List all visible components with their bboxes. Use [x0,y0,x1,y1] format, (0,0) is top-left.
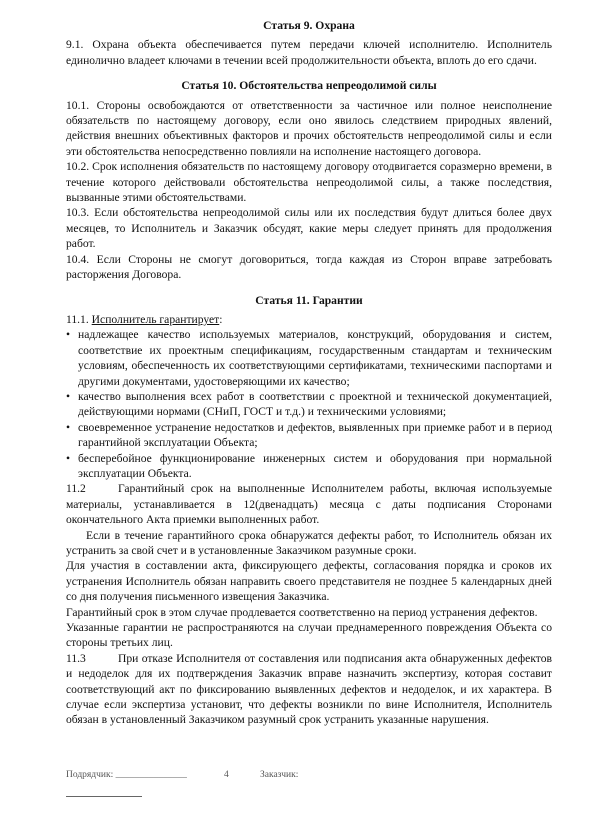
article-9-title: Статья 9. Охрана [263,19,355,32]
bullet-mark: • [66,420,71,434]
clause-10-4: 10.4. Если Стороны не смогут договориться, тогда каждая из Сторон вправе затребовать расторжения Договора. [66,252,552,282]
footer-rule [66,796,142,797]
clause-number: 11.3 [66,651,86,665]
colon: : [219,312,223,326]
document-page [66,18,552,728]
bullet-text: бесперебойное функционирование инженерных систем и оборудования при нормальной эксплуатации Объекта. [78,451,552,480]
clause-10-2: 10.2. Срок исполнения обязательств по настоящему договору отодвигается соразмерно времени, в течение которого действовали обстоятельства непреодолимой силы, а также последствия, вызванные этими обстоятельствами. [66,160,552,205]
paragraph-act: Для участия в составлении акта, фиксирующего дефекты, согласования порядка и сроков их устранения Исполнитель обязан направить своего представителя не позднее 5 календарных дней со дня получения письменного извещения Заказчика. [66,559,552,604]
bullet-item [66,327,552,389]
bullet-mark: • [66,451,71,465]
clause-11-3 [66,651,552,728]
bullet-mark: • [66,389,71,403]
article-10-title: Статья 10. Обстоятельства непреодолимой силы [181,79,437,93]
bullet-text: своевременное устранение недостатков и дефектов, выявленных при приемке работ и в период гарантийной эксплуатации Объекта; [78,420,552,450]
clause-text: Гарантийный срок на выполненные Исполнителем работы, включая используемые материалы, устанавливается в 12(двенадцать) месяца с даты подписания Сторонами окончательного Акта приемки выполненных работ. [66,482,552,527]
bullet-text: качество выполнения всех работ в соответствии с проектной и технической документацией, действующими нормами (СНиП, ГОСТ и т.д.) и техническими условиями; [78,389,552,419]
bullet-mark: • [66,328,71,342]
paragraph-defects: Если в течение гарантийного срока обнаружатся дефекты работ, то Исполнитель обязан их устранить за свой счет и в установленные Заказчиком разумные сроки. [66,528,552,557]
clause-number: 11.1. [66,312,89,326]
bullet-item [66,389,552,420]
contractor-signature: Подрядчик: _______________ [66,770,187,780]
bullet-text: надлежащее качество используемых материалов, конструкций, оборудования и систем, соответствие их проектным спецификациям, государственным стандартам и техническим условиям, обеспеченность их соответствующими сертификатами, техническими паспортами и другими документами, удостоверяющими их качество; [78,328,552,388]
clause-number: 11.2 [66,482,86,496]
clause-11-1 [66,312,552,327]
clause-9-1: 9.1. Охрана объекта обеспечивается путем передачи ключей исполнителю. Исполнитель единолично владеет ключами в течении всей продолжительности объекта, вплоть до его сдачи. [66,38,552,67]
paragraph-extension: Гарантийный срок в этом случае продлевается соответственно на период устранения дефектов. [66,605,538,619]
article-11-title: Статья 11. Гарантии [255,293,363,307]
bullet-item [66,451,552,482]
underlined-label: Исполнитель гарантирует [91,312,220,326]
clause-10-3: 10.3. Если обстоятельства непреодолимой силы или их последствия будут длиться более двух месяцев, то Исполнитель и Заказчик обсудят, какие меры следует принять для продолжения работ. [66,206,552,251]
paragraph-exclusions: Указанные гарантии не распространяются на случаи преднамеренного повреждения Объекта со стороны третьих лиц. [66,621,552,650]
bullet-item [66,420,552,451]
customer-signature: Заказчик: [260,770,299,780]
clause-text: При отказе Исполнителя от составления или подписания акта обнаруженных дефектов и недоделок для их подтверждения Заказчик вправе назначить экспертизу, которая составит соответствующий акт по фиксированию выявленных дефектов и недоделок, и их характера. В случае если экспертиза установит, что дефекты возникли по вине Исполнителя, Исполнитель обязан в установленный Заказчиком разумный срок устранить указанные нарушения. [66,651,552,727]
page-number: 4 [224,770,229,780]
clause-11-2 [66,481,552,527]
clause-10-1: 10.1. Стороны освобождаются от ответственности за частичное или полное неисполнение обязательств по настоящему договору, если оно явилось следствием природных явлений, действия внешних объективных факторов и прочих обстоятельств непреодолимой силы и если эти обстоятельства непосредственно повлияли на исполнение настоящего договора. [66,98,552,158]
